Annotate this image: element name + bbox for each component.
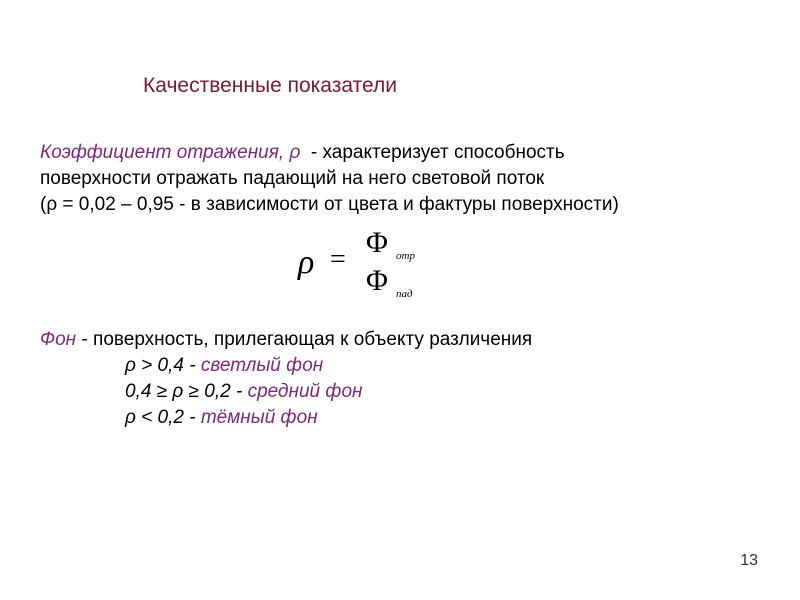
reflection-coefficient-definition [40, 140, 619, 218]
background-item-condition: ρ > 0,4 - [125, 355, 201, 376]
formula-numerator-subscript: отр [396, 250, 415, 262]
formula-denominator-subscript: пад [396, 288, 413, 300]
background-item-label: тёмный фон [200, 407, 318, 428]
background-definition-line [40, 327, 532, 353]
reflection-formula [298, 228, 448, 298]
page-number: 13 [740, 552, 758, 569]
reflection-coefficient-term: Коэффициент отражения, ρ [40, 142, 301, 163]
definition-line-3: (ρ = 0,02 – 0,95 - в зависимости от цвета и фактуры поверхности) [40, 194, 619, 215]
background-item-condition: 0,4 ≥ ρ ≥ 0,2 - [125, 381, 248, 402]
formula-equals: = [330, 244, 346, 275]
definition-line-1 [40, 140, 619, 166]
background-term: Фон [40, 329, 77, 350]
background-item-condition: ρ < 0,2 - [125, 407, 201, 428]
background-item-label: средний фон [247, 381, 363, 402]
definition-line-2: поверхности отражать падающий на него световой поток [40, 168, 545, 189]
background-definition-text: - поверхность, прилегающая к объекту различения [76, 329, 533, 350]
formula-numerator-phi: Φ [366, 226, 388, 259]
slide-title: Качественные показатели [143, 74, 397, 97]
background-item-label: светлый фон [200, 355, 324, 376]
background-item-light [40, 353, 532, 379]
background-item-medium [40, 379, 532, 405]
formula-rho: ρ [298, 244, 315, 281]
definition-text-1: - характеризует способность [300, 142, 565, 163]
background-definition [40, 327, 532, 431]
background-item-dark [40, 405, 532, 431]
formula-denominator-phi: Φ [366, 264, 388, 297]
